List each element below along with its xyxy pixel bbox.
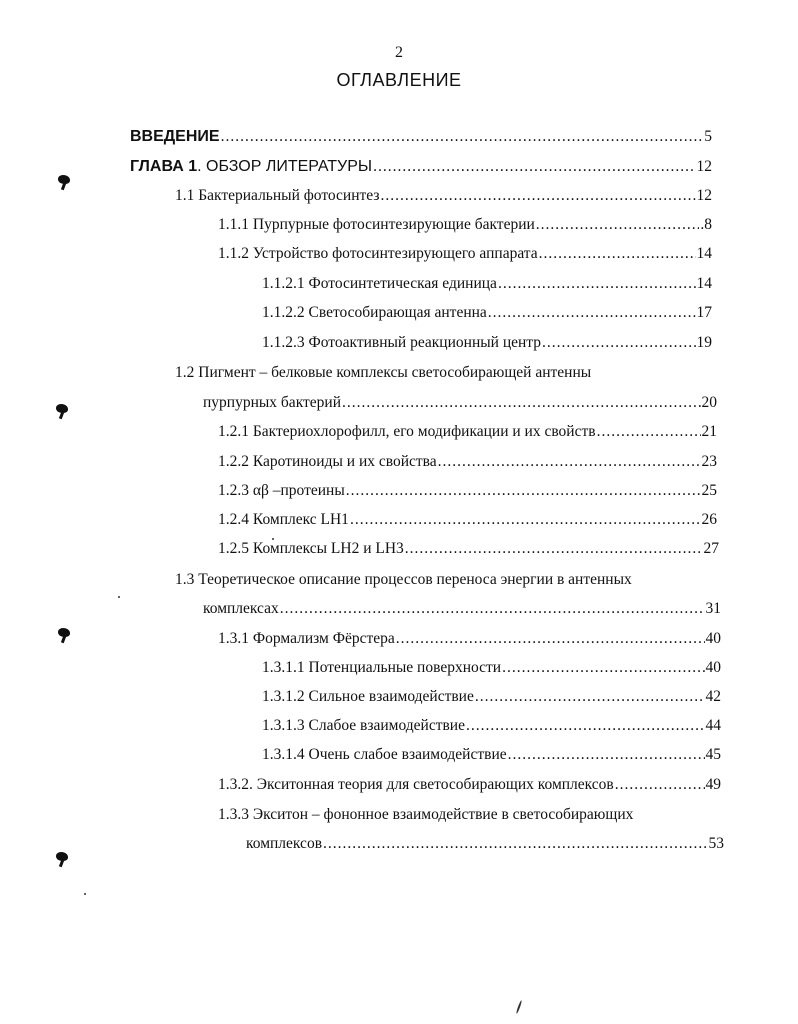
toc-entry-1-3-1[interactable] [218, 630, 721, 652]
toc-entry-page: 20 [701, 394, 717, 411]
toc-entry-page: 17 [696, 304, 712, 321]
leader-dots [508, 746, 705, 764]
toc-entry-page: 19 [696, 334, 712, 351]
toc-entry-page: 14 [696, 275, 712, 292]
page-number: 2 [395, 44, 403, 61]
toc-entry-page: 27 [703, 540, 719, 557]
toc-entry-1-2-2[interactable] [218, 453, 717, 475]
scan-mark [58, 628, 70, 637]
toc-entry-label: 1.3 Теоретическое описание процессов переноса энергии в антенных [175, 571, 632, 588]
toc-entry-label: 1.3.1.2 Сильное взаимодействие [262, 688, 474, 705]
leader-dots [350, 511, 701, 529]
scan-mark [58, 175, 70, 184]
toc-entry-label: 1.2.3 αβ –протеины [218, 482, 345, 499]
toc-entry-label: 1.2.5 Комплексы LH2 и LH3 [218, 540, 404, 557]
toc-entry-1-3-line-1[interactable] [175, 571, 720, 593]
toc-entry-1-1-1[interactable] [218, 216, 712, 238]
toc-entry-label: 1.3.1.3 Слабое взаимодействие [262, 717, 465, 734]
toc-entry-label: 1.1.1 Пурпурные фотосинтезирующие бактерии [218, 216, 535, 233]
leader-dots [280, 600, 705, 618]
toc-entry-1-3-1-1[interactable] [262, 659, 721, 681]
leader-dots [539, 245, 696, 263]
toc-entry-label [130, 158, 372, 176]
toc-entry-label: 1.1 Бактериальный фотосинтез [175, 187, 380, 204]
toc-entry-page: 26 [701, 511, 717, 528]
toc-entry-page: 25 [701, 482, 717, 499]
toc-entry-label: 1.1.2.2 Светособирающая антенна [262, 304, 487, 321]
toc-entry-1-2-1[interactable] [218, 423, 717, 445]
toc-entry-page: 23 [701, 453, 717, 470]
leader-dots [597, 423, 701, 441]
leader-dots [498, 275, 696, 293]
toc-entry-label: 1.2.2 Каротиноиды и их свойства [218, 453, 437, 470]
toc-entry-page: 12 [696, 158, 712, 175]
toc-entry-1-1-2[interactable] [218, 245, 712, 267]
toc-entry-1-1[interactable] [175, 187, 712, 209]
toc-entry-label: 1.2.1 Бактериохлорофилл, его модификации и их свойств [218, 423, 596, 440]
page-title: ОГЛАВЛЕНИЕ [336, 70, 462, 90]
toc-entry-page: .8 [700, 216, 712, 233]
toc-entry-label: 1.3.2. Экситонная теория для светособирающих комплексов [218, 776, 614, 793]
toc-entry-page: 21 [701, 423, 717, 440]
leader-dots [405, 540, 703, 558]
toc-entry-1-1-2-3[interactable] [262, 334, 712, 356]
toc-entry-page: 31 [705, 600, 721, 617]
toc-entry-page: 44 [705, 717, 721, 734]
toc-entry-1-2-line-2[interactable] [203, 394, 717, 416]
toc-entry-label: пурпурных бактерий [203, 394, 342, 411]
leader-dots [221, 128, 704, 146]
leader-dots [536, 216, 700, 234]
leader-dots [488, 304, 696, 322]
toc-entry-label: комплексов [246, 835, 323, 852]
toc-entry-1-3-3-line-2[interactable] [246, 835, 724, 857]
toc-entry-page: 53 [708, 835, 724, 852]
toc-entry-1-3-1-2[interactable] [262, 688, 721, 710]
leader-dots [615, 776, 705, 794]
toc-entry-page: 14 [696, 245, 712, 262]
leader-dots [502, 659, 704, 677]
toc-entry-1-3-3-line-1[interactable] [218, 806, 721, 828]
toc-entry-page: 40 [705, 659, 721, 676]
leader-dots [475, 688, 705, 706]
leader-dots [396, 630, 705, 648]
leader-dots [346, 482, 701, 500]
toc-entry-label: 1.3.1.1 Потенциальные поверхности [262, 659, 502, 676]
toc-entry-introduction[interactable] [130, 128, 712, 150]
toc-entry-1-3-line-2[interactable] [203, 600, 721, 622]
scan-mark [56, 404, 68, 413]
toc-entry-label: ВВЕДЕНИЕ [130, 128, 220, 145]
leader-dots [373, 158, 695, 176]
leader-dots [542, 334, 695, 352]
toc-entry-label: 1.3.3 Экситон – фононное взаимодействие в светособирающих [218, 806, 634, 823]
scan-speck [516, 1000, 523, 1014]
leader-dots [342, 394, 700, 412]
toc-entry-label: комплексах [203, 600, 279, 617]
toc-entry-chapter-1[interactable] [130, 158, 712, 180]
toc-entry-label: 1.3.1 Формализм Фёрстера [218, 630, 395, 647]
toc-entry-1-2-4[interactable] [218, 511, 717, 533]
toc-entry-page: 45 [705, 746, 721, 763]
toc-entry-1-1-2-2[interactable] [262, 304, 712, 326]
chapter-title: . ОБЗОР ЛИТЕРАТУРЫ [197, 158, 373, 175]
toc-entry-page: 40 [705, 630, 721, 647]
toc-entry-page: 12 [696, 187, 712, 204]
toc-entry-1-2-5[interactable] [218, 540, 719, 562]
toc-entry-1-3-1-3[interactable] [262, 717, 721, 739]
toc-entry-1-3-1-4[interactable] [262, 746, 721, 768]
leader-dots [466, 717, 705, 735]
chapter-number: ГЛАВА 1 [130, 158, 198, 175]
toc-entry-1-2-line-1[interactable] [175, 364, 712, 386]
scan-speck [118, 596, 120, 598]
toc-entry-page: 5 [704, 128, 712, 145]
scan-mark [56, 852, 68, 861]
toc-entry-label: 1.1.2.3 Фотоактивный реакционный центр [262, 334, 542, 351]
scan-speck [272, 538, 274, 540]
toc-entry-label: 1.2 Пигмент – белковые комплексы светособирающей антенны [175, 364, 592, 381]
toc-entry-1-3-2[interactable] [218, 776, 721, 798]
leader-dots [438, 453, 701, 471]
toc-entry-label: 1.1.2 Устройство фотосинтезирующего аппарата [218, 245, 538, 262]
toc-entry-1-2-3[interactable] [218, 482, 717, 504]
toc-entry-page: 42 [705, 688, 721, 705]
leader-dots [323, 835, 707, 853]
toc-entry-label: 1.2.4 Комплекс LH1 [218, 511, 349, 528]
leader-dots [380, 187, 695, 205]
scan-speck [84, 893, 86, 895]
toc-entry-label: 1.3.1.4 Очень слабое взаимодействие [262, 746, 507, 763]
toc-entry-1-1-2-1[interactable] [262, 275, 712, 297]
toc-entry-label: 1.1.2.1 Фотосинтетическая единица [262, 275, 497, 292]
toc-entry-page: 49 [705, 776, 721, 793]
